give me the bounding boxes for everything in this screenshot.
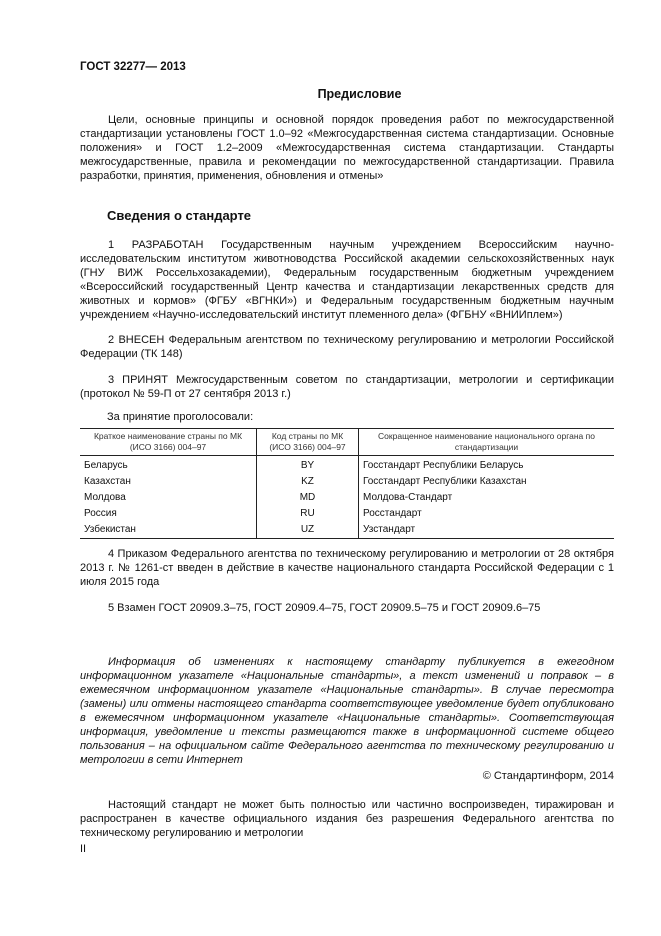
code-cell: MD bbox=[257, 490, 359, 506]
table-row bbox=[80, 506, 614, 522]
country-cell: Беларусь bbox=[84, 460, 128, 471]
column-header-body: Сокращенное наименование национального органа по стандартизации bbox=[359, 429, 615, 456]
votes-table bbox=[80, 428, 614, 539]
info-paragraph-5: 5 Взамен ГОСТ 20909.3–75, ГОСТ 20909.4–75, ГОСТ 20909.5–75 и ГОСТ 20909.6–75 bbox=[108, 602, 541, 614]
code-cell: KZ bbox=[257, 474, 359, 490]
body-cell: Молдова-Стандарт bbox=[359, 490, 615, 506]
country-cell: Узбекистан bbox=[80, 522, 257, 539]
body-cell: Госстандарт Республики Казахстан bbox=[359, 474, 615, 490]
country-cell: Молдова bbox=[84, 492, 126, 503]
body-cell: Узстандарт bbox=[359, 522, 615, 539]
body-cell: Росстандарт bbox=[359, 506, 615, 522]
foreword-text: Цели, основные принципы и основной порядок проведения работ по межгосударственной стандартизации установлены ГОСТ 1.0–92 «Межгосударственная система стандартизации. Основные положения» и ГОСТ 1.2–2009 «Межгосударственная система стандартизации. Стандарты межгосударственные, правила и рекомендации по межгосударственной стандартизации. Правила разработки, принятия, применения, обновления и отмены» bbox=[80, 114, 614, 182]
info-paragraph-4: 4 Приказом Федерального агентства по техническому регулированию и метрологии от 28 октября 2013 г. № 1261-ст введен в действие в качестве национального стандарта Российской Федерации с 1 июля 2015 года bbox=[80, 548, 614, 588]
copyright: © Стандартинформ, 2014 bbox=[482, 770, 614, 782]
table-row bbox=[80, 474, 614, 490]
foreword-title: Предисловие bbox=[317, 87, 402, 101]
info-paragraph-2: 2 ВНЕСЕН Федеральным агентством по техническому регулированию и метрологии Российской Федерации (ТК 148) bbox=[80, 334, 614, 360]
country-cell: Казахстан bbox=[84, 476, 131, 487]
changes-notice: Информация об изменениях к настоящему стандарту публикуется в ежегодном информационном указателе «Национальные стандарты», а текст изменений и поправок – в ежемесячном информационном указателе «Национальные стандарты». В случае пересмотра (замены) или отмены настоящего стандарта соответствующее уведомление будет опубликовано в ежемесячном информационном указателе «Национальные стандарты». Соответствующая информация, уведомление и тексты размещаются также в информационной системе общего пользования – на официальном сайте Федерального агентства по техническому регулированию и метрологии в сети Интернет bbox=[80, 656, 614, 766]
page-number: II bbox=[80, 843, 87, 855]
table-row bbox=[80, 456, 614, 475]
info-paragraph-1: 1 РАЗРАБОТАН Государственным научным учреждением Всероссийским научно-исследовательским институтом животноводства Российской академии сельскохозяйственных наук (ГНУ ВИЖ Россельхозакадемии), Федеральным государственным бюджетным учреждением «Всероссийский государственный Центр качества и стандартизации лекарственных средств для животных и кормов» (ФГБУ «ВГНКИ») и Федеральным государственным бюджетным научным учреждением «Научно-исследовательский институт племенного дела» (ФГБНУ «ВНИИплем») bbox=[80, 239, 614, 321]
reproduction-notice: Настоящий стандарт не может быть полностью или частично воспроизведен, тиражирован и распространен в качестве официального издания без разрешения Федерального агентства по техническому регулированию и метрологии bbox=[80, 799, 614, 839]
voted-label: За принятие проголосовали: bbox=[107, 411, 254, 423]
info-paragraph-3: 3 ПРИНЯТ Межгосударственным советом по стандартизации, метрологии и сертификации (протокол № 59-П от 27 сентября 2013 г.) bbox=[80, 374, 614, 400]
code-cell: RU bbox=[257, 506, 359, 522]
body-cell: Госстандарт Республики Беларусь bbox=[359, 456, 615, 475]
column-header-code: Код страны по МК (ИСО 3166) 004–97 bbox=[257, 429, 359, 456]
column-header-country: Краткое наименование страны по МК (ИСО 3166) 004–97 bbox=[80, 429, 257, 456]
code-cell: UZ bbox=[257, 522, 359, 539]
table-row bbox=[80, 490, 614, 506]
votes-table-header-row bbox=[80, 429, 614, 456]
country-cell: Россия bbox=[84, 508, 117, 519]
standard-code-header: ГОСТ 32277— 2013 bbox=[80, 61, 186, 73]
info-section-title: Сведения о стандарте bbox=[107, 208, 252, 223]
code-cell: BY bbox=[257, 456, 359, 475]
table-row bbox=[80, 522, 614, 539]
